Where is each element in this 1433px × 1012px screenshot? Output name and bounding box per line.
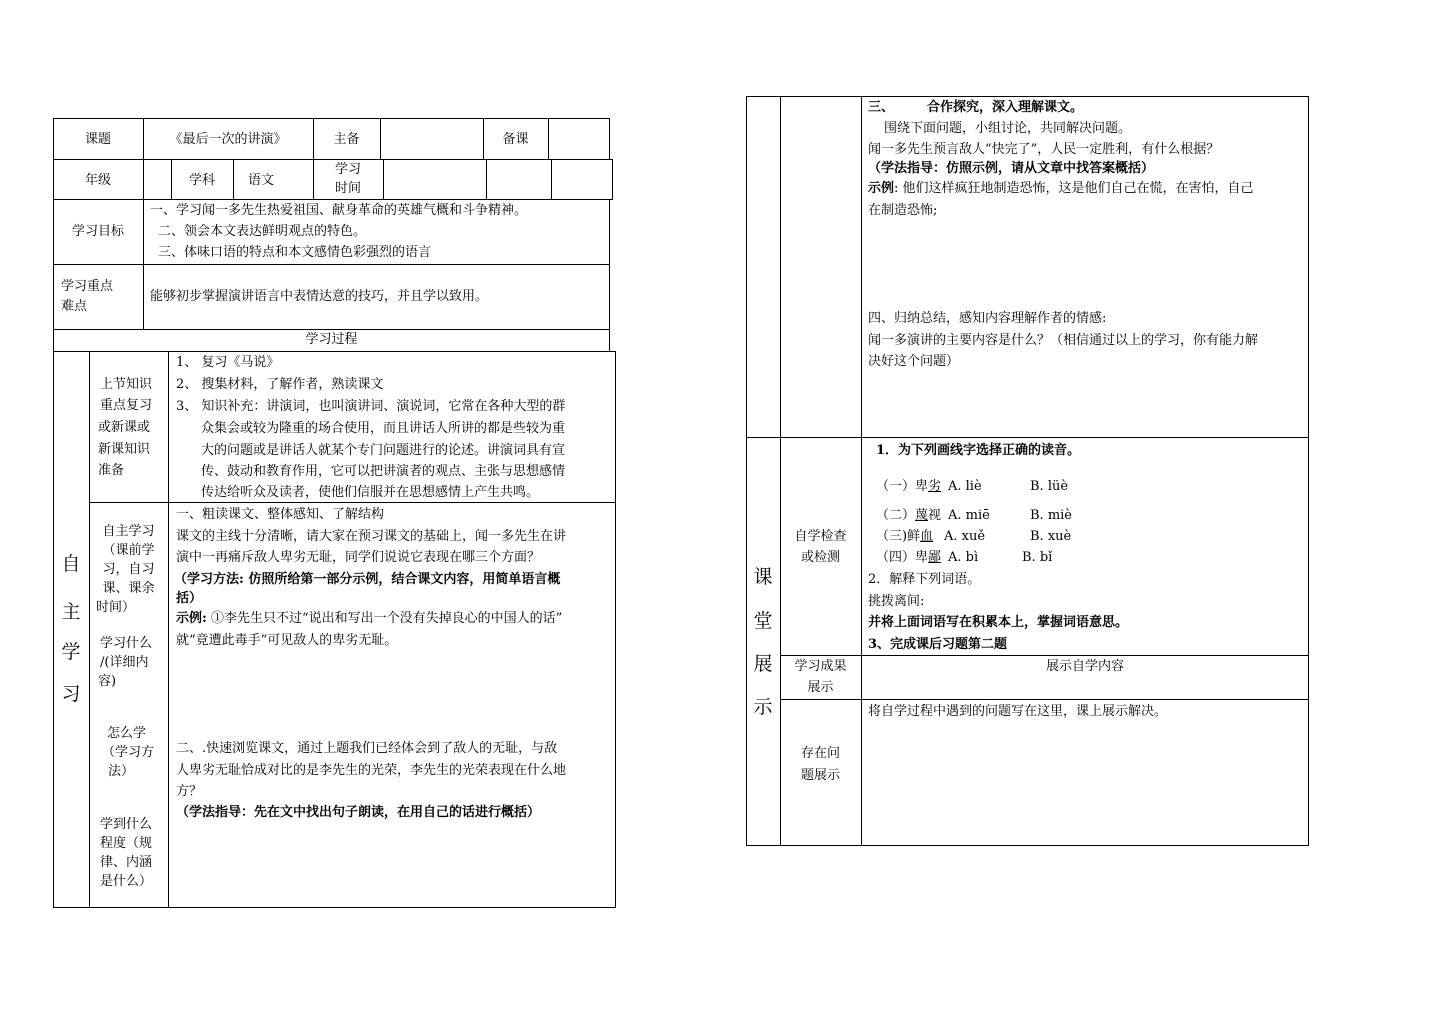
side-label: 习，自习 [102, 562, 155, 577]
result-label: 展示 [807, 680, 834, 695]
part4-answer-area[interactable] [868, 375, 1303, 433]
reading-item: （一）卑劣 [876, 479, 942, 494]
underlined-char: 血 [920, 529, 934, 544]
prep-line: 2、 搜集材料，了解作者，熟读课文 [176, 377, 384, 392]
part2-line: 方？ [176, 784, 203, 799]
result-content: 展示自学内容 [1045, 659, 1124, 674]
side-label: /(详细内 [100, 655, 149, 670]
prep-line: 传、鼓动和教育作用，它可以把讲演者的观点、主张与思想感情 [201, 464, 566, 479]
reading-item: （四）卑鄙 [876, 550, 942, 565]
part3-answer-area[interactable] [868, 225, 1303, 305]
part1-example: 就“竟遭此毒手”可见敌人的卑劣无耻。 [176, 633, 398, 648]
prep-label: 上节知识 [100, 377, 153, 392]
part1-line: 课文的主线十分清晰，请大家在预习课文的基础上，闻一多先生在讲 [176, 529, 567, 544]
part4-line: 决好这个问题） [868, 354, 960, 369]
reading-option-a[interactable]: A. liè [948, 479, 982, 494]
side-label: 程度（规 [100, 836, 153, 851]
reading-option-a[interactable]: A. xuě [944, 529, 986, 544]
check-q1: 1．为下列画线字选择正确的读音。 [876, 443, 1081, 458]
side-label: 学习什么 [100, 636, 153, 651]
part2-guide: （学法指导：先在文中找出句子朗读，在用自己的话进行概括） [176, 805, 541, 820]
part3-title: 合作探究，深入理解课文。 [927, 100, 1084, 115]
part3-guide: （学法指导：仿照示例，请从文章中找答案概括） [868, 161, 1155, 176]
side-label: 怎么学 [107, 726, 147, 741]
subject-value: 语文 [248, 173, 275, 188]
focus-content: 能够初步掌握演讲语言中表情达意的技巧，并且学以致用。 [150, 289, 489, 304]
issues-label: 题展示 [800, 768, 840, 783]
example-label: 示例: [176, 611, 207, 626]
side-label: 时间） [96, 600, 136, 615]
prep-label: 或新课或 [98, 420, 151, 435]
check-q2: 2．解释下列词语。 [868, 572, 981, 587]
prep-line: 大的问题或是讲话人就某个专门问题进行的论述。讲演词具有宣 [201, 443, 566, 458]
underlined-char: 劣 [928, 479, 942, 494]
part3-example-line [868, 178, 1254, 199]
underlined-char: 蔑 [915, 508, 929, 523]
prep-label: 重点复习 [100, 398, 153, 413]
side-label: 课、课余 [102, 581, 155, 596]
prep-line: 传达给听众及读者，使他们信服并在思想感情上产生共鸣。 [201, 485, 540, 500]
result-label: 学习成果 [794, 659, 847, 674]
part3-line: 闻一多先生预言敌人“快完了”，人民一定胜利，有什么根据？ [868, 142, 1220, 157]
side-label: 律、内涵 [100, 855, 153, 870]
side-label: （学习方 [102, 745, 155, 760]
self-study-char: 自 [61, 553, 81, 575]
main-prep-label: 主备 [333, 132, 360, 147]
part1-answer-area[interactable] [176, 655, 606, 735]
part1-example-line [176, 608, 562, 629]
example-label: 示例 [868, 181, 895, 196]
focus-label-1: 学习重点 [61, 279, 114, 294]
reading-option-b[interactable]: B. lüè [1030, 479, 1069, 494]
underlined-char: 鄙 [928, 550, 942, 565]
side-label: 是什么） [100, 874, 153, 889]
prep-line: 3、 知识补充：讲演词，也叫演讲词、演说词，它常在各种大型的群 [176, 399, 566, 414]
goal-item: 二、领会本文表达鲜明观点的特色。 [158, 224, 367, 239]
class-char: 示 [753, 696, 773, 718]
self-study-char: 学 [61, 641, 81, 663]
self-study-char: 习 [61, 683, 81, 705]
subject-label: 学科 [188, 173, 215, 188]
goal-item: 一、学习闻一多先生热爱祖国、献身革命的英雄气概和斗争精神。 [150, 203, 528, 218]
time-label-2: 时间 [334, 181, 361, 196]
time-label-1: 学习 [334, 162, 361, 177]
focus-label-2: 难点 [61, 299, 88, 314]
self-study-char: 主 [61, 601, 81, 623]
grade-field[interactable] [144, 160, 170, 199]
part3-example: 在制造恐怖; [868, 203, 938, 218]
part1-method: 括） [176, 591, 203, 606]
topic-label: 课题 [84, 132, 111, 147]
example-text: ①李先生只不过“说出和写出一个没有失掉良心的中国人的话” [206, 611, 563, 626]
side-label: （课前学 [102, 543, 155, 558]
part4-title: 四、归纳总结，感知内容理解作者的情感: [868, 311, 1107, 326]
grade-label: 年级 [84, 173, 111, 188]
side-label: 法） [108, 764, 135, 779]
part1-title: 一、粗读课文、整体感知、了解结构 [176, 507, 385, 522]
main-prep-field[interactable] [381, 119, 482, 159]
part1-line: 演中一再痛斥敌人卑劣无耻，同学们说说它表现在哪三个方面？ [176, 550, 541, 565]
time-field[interactable] [384, 160, 485, 199]
goal-item: 三、体味口语的特点和本文感情色彩强烈的语言 [158, 245, 432, 260]
topic-value: 《最后一次的讲演》 [169, 132, 287, 147]
side-label: 容) [98, 674, 117, 689]
prep-label: 备课 [502, 132, 529, 147]
class-char: 课 [753, 566, 773, 588]
check-q3: 3、完成课后习题第二题 [868, 637, 1008, 652]
part2-line: 二、.快速浏览课文，通过上题我们已经体会到了敌人的无耻，与敌 [176, 741, 558, 756]
side-label: 学到什么 [100, 817, 153, 832]
side-label: 自主学习 [102, 524, 155, 539]
issues-content: 将自学过程中遇到的问题写在这里，课上展示解决。 [868, 704, 1168, 719]
part2-answer-area[interactable] [176, 826, 606, 902]
reading-option-a[interactable]: A. bì [948, 550, 979, 565]
reading-option-b[interactable]: B. miè [1030, 508, 1072, 523]
issues-answer-area[interactable] [868, 726, 1303, 840]
part2-line: 人卑劣无耻恰成对比的是李先生的光荣，李先生的光荣表现在什么地 [176, 763, 567, 778]
example-text: : 他们这样疯狂地制造恐怖，这是他们自己在慌，在害怕，自己 [894, 181, 1254, 196]
prep-label: 新课知识 [98, 442, 151, 457]
class-char: 堂 [753, 610, 773, 632]
part4-line: 闻一多演讲的主要内容是什么？（相信通过以上的学习，你有能力解 [868, 333, 1259, 348]
check-q2-note: 并将上面词语写在积累本上，掌握词语意思。 [868, 615, 1129, 630]
goals-label: 学习目标 [71, 224, 124, 239]
reading-option-a[interactable]: A. miē [948, 508, 990, 523]
prep-line: 1、 复习《马说》 [176, 355, 280, 370]
prep-label: 准备 [98, 463, 125, 478]
prep-field[interactable] [549, 119, 609, 159]
prep-line: 众集会或较为隆重的场合使用，而且讲话人所讲的都是些较为重 [201, 421, 566, 436]
check-label: 或检测 [800, 550, 840, 565]
check-label: 自学检查 [794, 529, 847, 544]
reading-item: （二）蔑视 [876, 508, 942, 523]
part3-num: 三、 [868, 100, 895, 115]
part1-method: （学习方法: 仿照所给第一部分示例，结合课文内容，用简单语言概 [174, 572, 561, 587]
issues-label: 存在问 [800, 746, 840, 761]
check-q2-word: 挑拨离间: [868, 594, 925, 609]
class-char: 展 [753, 653, 773, 675]
reading-item: （三)鲜血 [876, 529, 934, 544]
part3-line: 围绕下面问题，小组讨论，共同解决问题。 [884, 121, 1132, 136]
reading-option-b[interactable]: B. bǐ [1022, 550, 1053, 565]
process-title: 学习过程 [305, 332, 358, 347]
reading-option-b[interactable]: B. xuè [1030, 529, 1072, 544]
